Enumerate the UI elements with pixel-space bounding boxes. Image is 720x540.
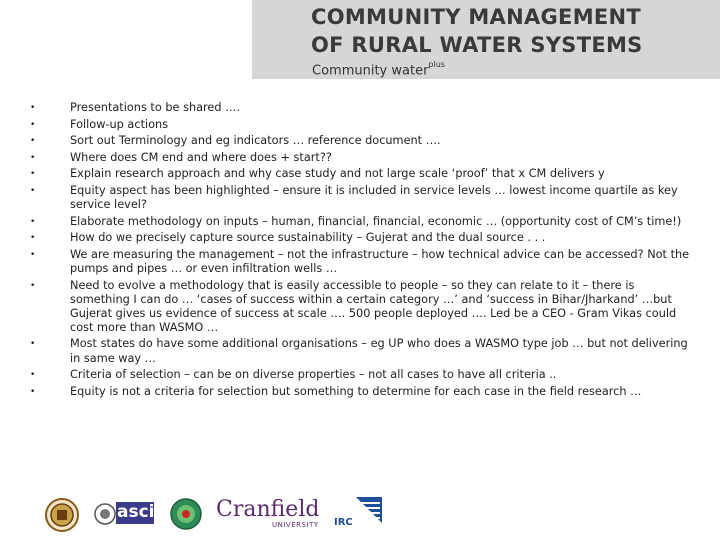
bullet-icon: • [30, 249, 36, 260]
list-item [26, 337, 696, 365]
subtitle-superscript: plus [428, 60, 445, 69]
irc-logo-text: IRC [334, 517, 353, 528]
bullet-icon: • [30, 185, 36, 196]
asci-logo-text: asci [117, 502, 155, 522]
bullet-icon: • [30, 280, 36, 291]
list-item [26, 385, 696, 399]
bullet-icon: • [30, 370, 36, 381]
cranfield-logo-text: Cranfield [216, 497, 320, 522]
bullet-icon: • [30, 386, 36, 397]
bullet-icon: • [30, 169, 36, 180]
list-item [26, 134, 696, 148]
list-item-text: Follow-up actions [70, 117, 169, 131]
bullet-icon: • [30, 103, 36, 113]
list-item-text: Presentations to be shared …. [70, 101, 241, 114]
bullet-list [26, 101, 696, 401]
bullet-icon: • [30, 119, 36, 130]
list-item-text: Equity is not a criteria for selection but something to determine for each case in the field research … [70, 384, 642, 398]
list-item [26, 231, 696, 245]
list-item [26, 248, 696, 276]
list-item-text: Equity aspect has been highlighted – ensure it is included in service levels … lowest income quartile as key service level? [70, 183, 678, 212]
subtitle [312, 59, 445, 79]
list-item [26, 279, 696, 335]
list-item [26, 184, 696, 212]
list-item-text: Most states do have some additional organisations – eg UP who does a WASMO type job … but not delivering in same way … [70, 337, 688, 365]
list-item [26, 368, 696, 382]
list-item-text: Explain research approach and why case study and not large scale ‘proof’ that x CM delivers y [70, 167, 605, 181]
list-item-text: Where does CM end and where does + start?? [70, 150, 332, 164]
list-item-text: We are measuring the management – not the infrastructure – how technical advice can be accessed? Not the pumps and pipes … or even infiltration wells … [70, 247, 690, 275]
bullet-icon: • [30, 152, 36, 163]
list-item [26, 101, 696, 115]
bullet-icon: • [30, 136, 36, 147]
list-item-text: Criteria of selection – can be on diverse properties – not all cases to have all criteria .. [70, 368, 557, 382]
bullet-icon: • [30, 216, 36, 227]
globe-emblem-icon [170, 497, 202, 531]
list-item [26, 151, 696, 165]
subtitle-text: Community water [312, 63, 429, 79]
seal-emblem-icon [44, 497, 80, 533]
title-line-1: COMMUNITY MANAGEMENT [311, 5, 642, 29]
list-item-text: How do we precisely capture source sustainability – Gujerat and the dual source . . . [70, 231, 546, 245]
list-item [26, 118, 696, 132]
list-item-text: Sort out Terminology and eg indicators … reference document …. [70, 134, 441, 148]
bullet-icon: • [30, 233, 36, 244]
list-item-text: Elaborate methodology on inputs – human, financial, financial, economic … (opportunity cost of CM’s time!) [70, 214, 682, 228]
list-item [26, 215, 696, 229]
irc-logo-icon [352, 495, 386, 525]
cranfield-logo-subtext: UNIVERSITY [272, 521, 319, 529]
bullet-icon: • [30, 339, 36, 350]
list-item [26, 167, 696, 181]
list-item-text: Need to evolve a methodology that is easily accessible to people – so they can relate to it – there is something I can do … ‘cases of success within a certain category …’ and ‘success in Bihar/Jharkand’ …but Gujerat gives us evidence of success at scale …. 500 people deployed …. Led be a CEO - Gram Vikas could cost more than WASMO … [70, 278, 677, 334]
title-line-2: OF RURAL WATER SYSTEMS [311, 33, 643, 57]
